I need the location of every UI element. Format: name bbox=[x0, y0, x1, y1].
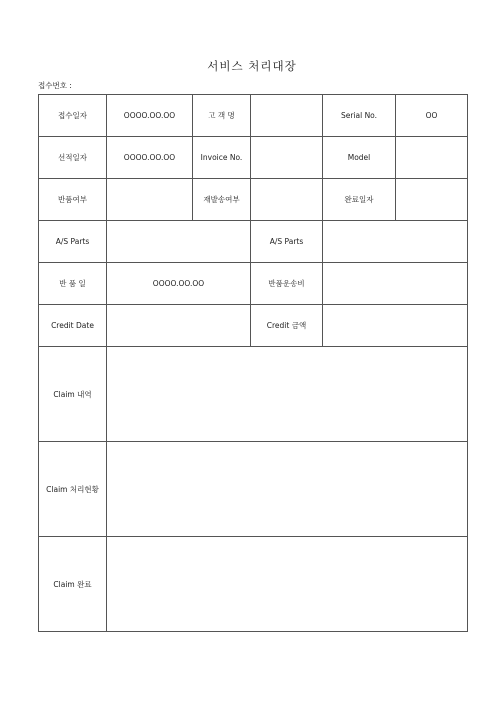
return-status-label: 반품여부 bbox=[39, 179, 107, 221]
serial-no-label: Serial No. bbox=[323, 95, 396, 137]
model-value[interactable] bbox=[396, 137, 468, 179]
credit-amount-value[interactable] bbox=[323, 305, 468, 347]
table-row bbox=[39, 442, 468, 537]
credit-date-label: Credit Date bbox=[39, 305, 107, 347]
customer-name-value[interactable] bbox=[251, 95, 323, 137]
resend-status-value[interactable] bbox=[251, 179, 323, 221]
return-shipping-cost-value[interactable] bbox=[323, 263, 468, 305]
service-record-table bbox=[38, 94, 468, 632]
invoice-no-label: Invoice No. bbox=[193, 137, 251, 179]
credit-date-value[interactable] bbox=[107, 305, 251, 347]
invoice-no-value[interactable] bbox=[251, 137, 323, 179]
table-row bbox=[39, 95, 468, 137]
table-row bbox=[39, 221, 468, 263]
table-row bbox=[39, 347, 468, 442]
serial-no-value[interactable]: OO bbox=[396, 95, 468, 137]
page-title: 서비스 처리대장 bbox=[207, 59, 297, 73]
table-row bbox=[39, 179, 468, 221]
claim-detail-value[interactable] bbox=[107, 347, 468, 442]
table-row bbox=[39, 263, 468, 305]
as-parts-value[interactable] bbox=[107, 221, 251, 263]
customer-name-label: 고 객 명 bbox=[193, 95, 251, 137]
return-shipping-cost-label: 반품운송비 bbox=[251, 263, 323, 305]
return-status-value[interactable] bbox=[107, 179, 193, 221]
resend-status-label: 재발송여부 bbox=[193, 179, 251, 221]
claim-done-value[interactable] bbox=[107, 537, 468, 632]
claim-status-value[interactable] bbox=[107, 442, 468, 537]
claim-status-label: Claim 처리현황 bbox=[39, 442, 107, 537]
shipping-date-label: 선적일자 bbox=[39, 137, 107, 179]
credit-amount-label: Credit 금액 bbox=[251, 305, 323, 347]
return-date-label: 반 품 일 bbox=[39, 263, 107, 305]
claim-done-label: Claim 완료 bbox=[39, 537, 107, 632]
table-row bbox=[39, 305, 468, 347]
model-label: Model bbox=[323, 137, 396, 179]
as-parts-label-2: A/S Parts bbox=[251, 221, 323, 263]
claim-detail-label: Claim 내역 bbox=[39, 347, 107, 442]
table-row bbox=[39, 537, 468, 632]
completion-date-label: 완료일자 bbox=[323, 179, 396, 221]
as-parts-value-2[interactable] bbox=[323, 221, 468, 263]
shipping-date-value[interactable]: OOOO.OO.OO bbox=[107, 137, 193, 179]
return-date-value[interactable]: OOOO.OO.OO bbox=[107, 263, 251, 305]
receipt-date-label: 접수일자 bbox=[39, 95, 107, 137]
receipt-number-label: 접수번호 : bbox=[38, 81, 72, 90]
table-row bbox=[39, 137, 468, 179]
as-parts-label: A/S Parts bbox=[39, 221, 107, 263]
receipt-date-value[interactable]: OOOO.OO.OO bbox=[107, 95, 193, 137]
completion-date-value[interactable] bbox=[396, 179, 468, 221]
